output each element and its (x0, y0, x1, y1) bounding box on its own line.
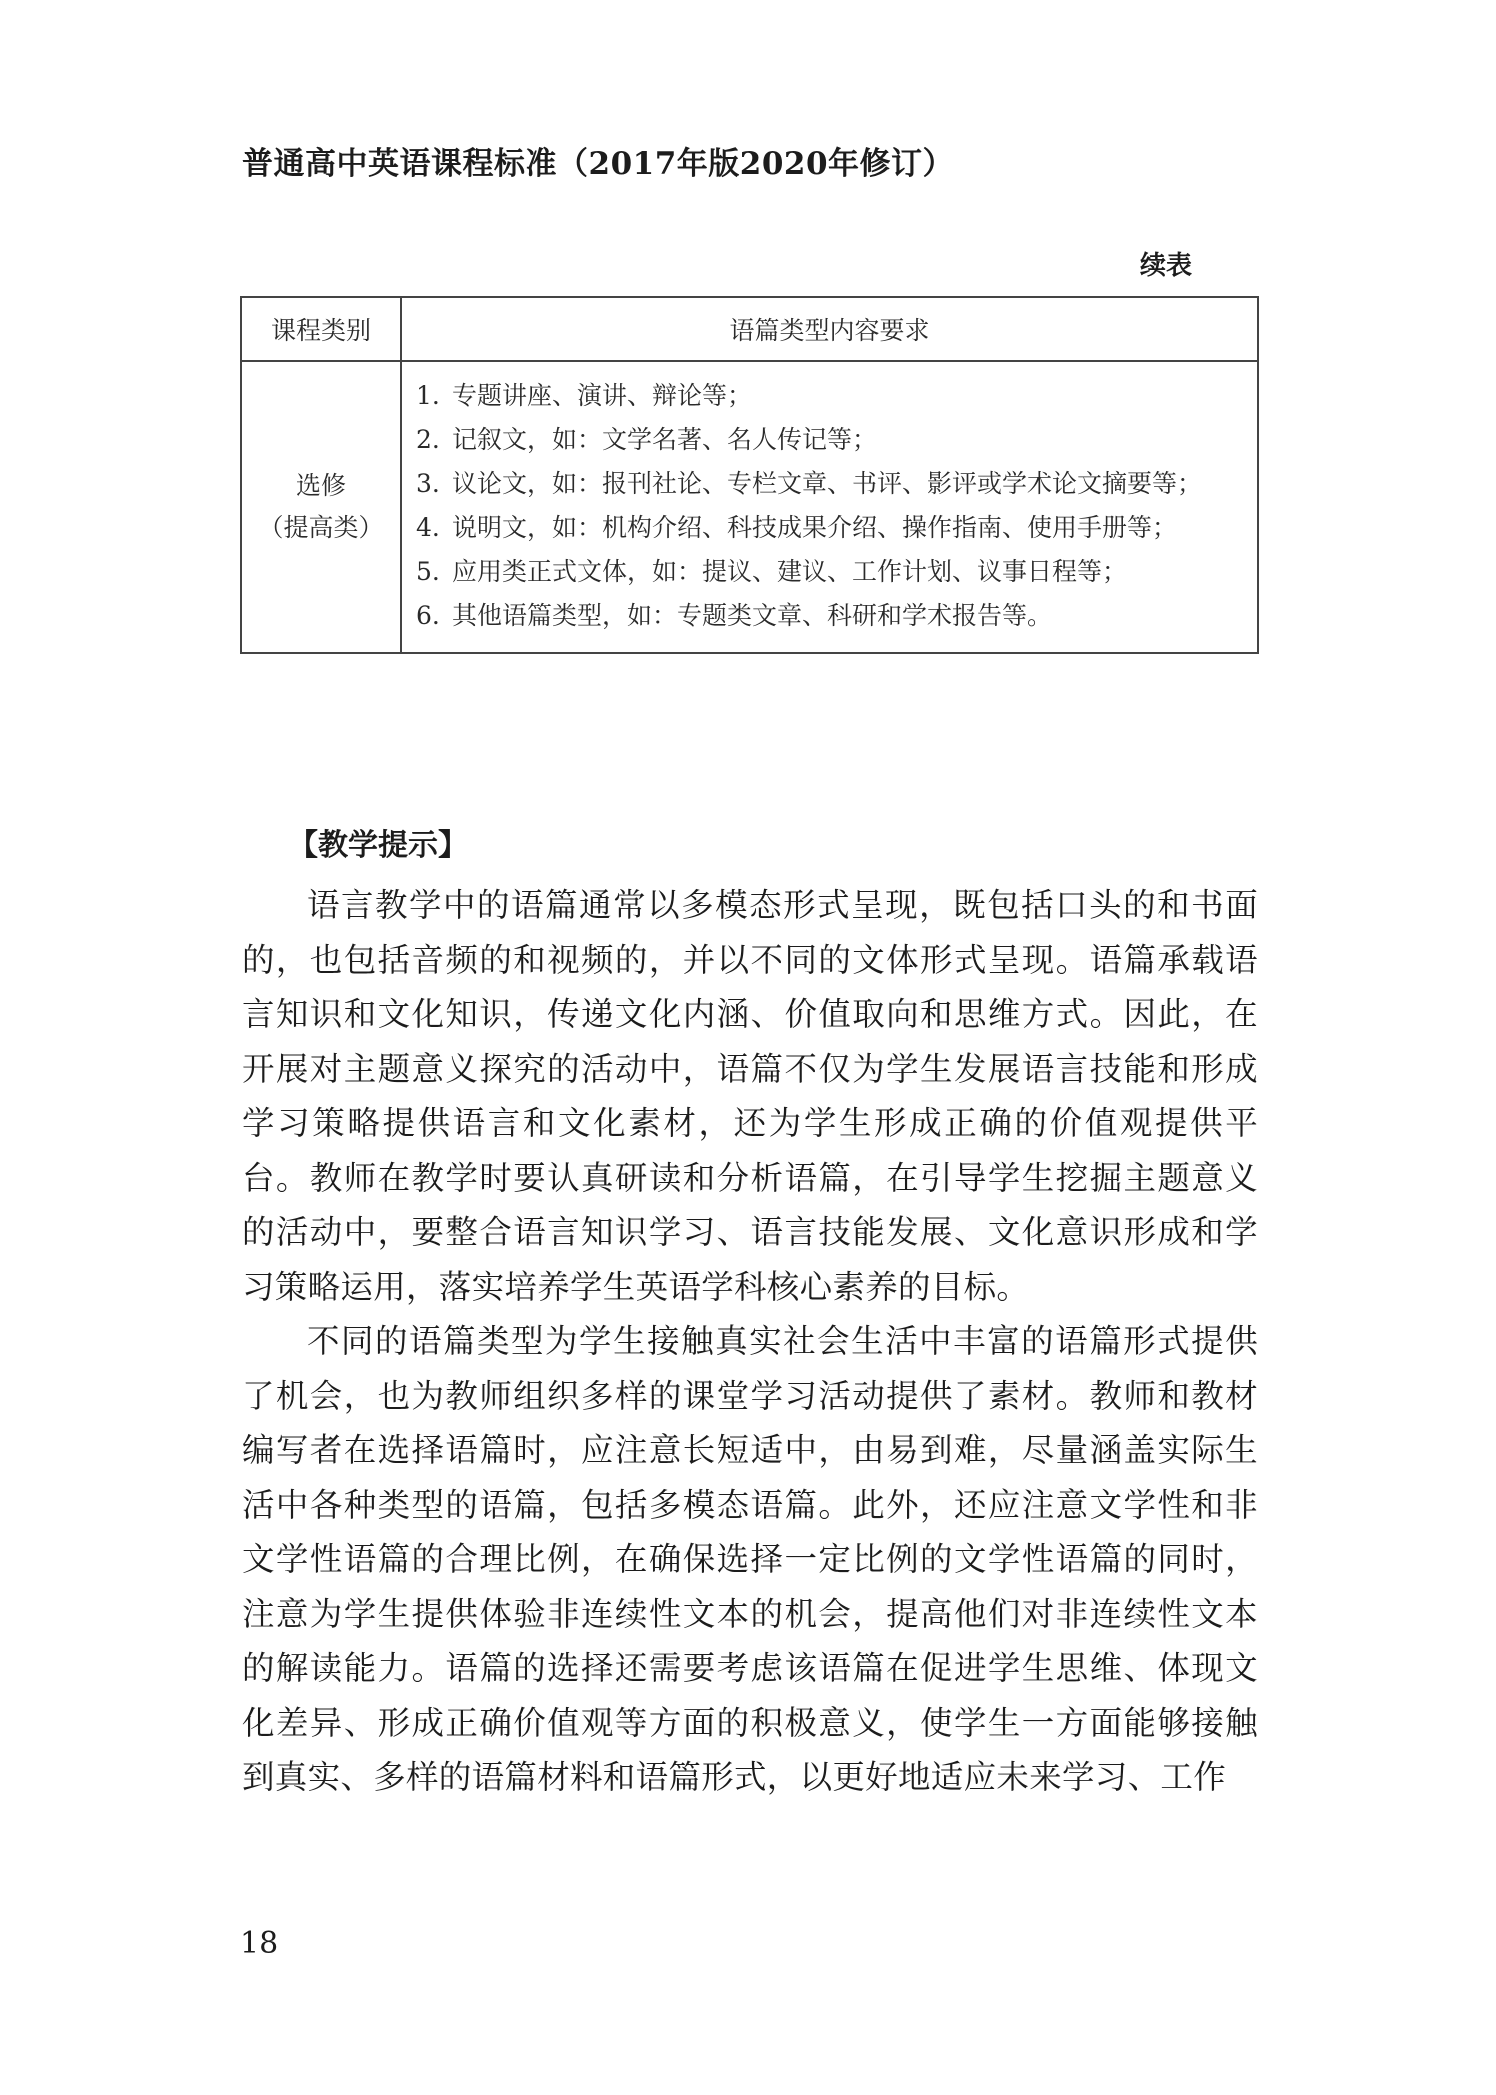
list-item (416, 418, 1243, 462)
list-item (416, 550, 1243, 594)
section-heading: 【教学提示】 (288, 828, 468, 863)
table-row (241, 361, 1258, 653)
body-paragraph: 不同的语篇类型为学生接触真实社会生活中丰富的语篇形式提供了机会，也为教师组织多样的课堂学习活动提供了素材。教师和教材编写者在选择语篇时，应注意长短适中，由易到难，尽量涵盖实际生活中各种类型的语篇，包括多模态语篇。此外，还应注意文学性和非文学性语篇的合理比例，在确保选择一定比例的文学性语篇的同时，注意为学生提供体验非连续性文本的机会，提高他们对非连续性文本的解读能力。语篇的选择还需要考虑该语篇在促进学生思维、体现文化差异、形成正确价值观等方面的积极意义，使学生一方面能够接触到真实、多样的语篇材料和语篇形式，以更好地适应未来学习、工作 (242, 1322, 1258, 1796)
list-item-text: 应用类正式文体，如：提议、建议、工作计划、议事日程等； (452, 557, 1128, 586)
body-paragraph: 语言教学中的语篇通常以多模态形式呈现，既包括口头的和书面的，也包括音频的和视频的，并以不同的文体形式呈现。语篇承载语言知识和文化知识，传递文化内涵、价值取向和思维方式。因此，在开展对主题意义探究的活动中，语篇不仅为学生发展语言技能和形成学习策略提供语言和文化素材，还为学生形成正确的价值观提供平台。教师在教学时要认真研读和分析语篇，在引导学生挖掘主题意义的活动中，要整合语言知识学习、语言技能发展、文化意识形成和学习策略运用，落实培养学生英语学科核心素养的目标。 (242, 886, 1258, 1306)
list-item-text: 议论文，如：报刊社论、专栏文章、书评、影评或学术论文摘要等； (452, 469, 1203, 498)
page-number: 18 (240, 1926, 279, 1961)
list-item-number: 5. (416, 557, 440, 586)
table-header-row (241, 297, 1258, 361)
list-item-text: 其他语篇类型，如：专题类文章、科研和学术报告等。 (452, 601, 1053, 630)
table-continued-label: 续表 (1140, 251, 1193, 281)
list-item (416, 462, 1243, 506)
requirements-list (416, 374, 1243, 638)
content-requirements-table (240, 296, 1259, 654)
list-item-number: 1. (416, 381, 440, 410)
list-item (416, 374, 1243, 418)
requirements-cell (401, 361, 1258, 653)
list-item (416, 594, 1243, 638)
category-cell (241, 361, 401, 653)
list-item-text: 说明文，如：机构介绍、科技成果介绍、操作指南、使用手册等； (452, 513, 1178, 542)
list-item-number: 6. (416, 601, 440, 630)
list-item-text: 记叙文，如：文学名著、名人传记等； (452, 425, 878, 454)
category-sublabel: （提高类） (258, 513, 384, 542)
list-item-text: 专题讲座、演讲、辩论等； (452, 381, 753, 410)
list-item (416, 506, 1243, 550)
body-text (242, 878, 1258, 1805)
list-item-number: 2. (416, 425, 440, 454)
running-header-title: 普通高中英语课程标准（2017年版2020年修订） (242, 146, 955, 182)
category-label: 选修 (295, 471, 346, 500)
list-item-number: 3. (416, 469, 440, 498)
column-header-requirements: 语篇类型内容要求 (401, 297, 1258, 361)
list-item-number: 4. (416, 513, 440, 542)
column-header-category: 课程类别 (241, 297, 401, 361)
